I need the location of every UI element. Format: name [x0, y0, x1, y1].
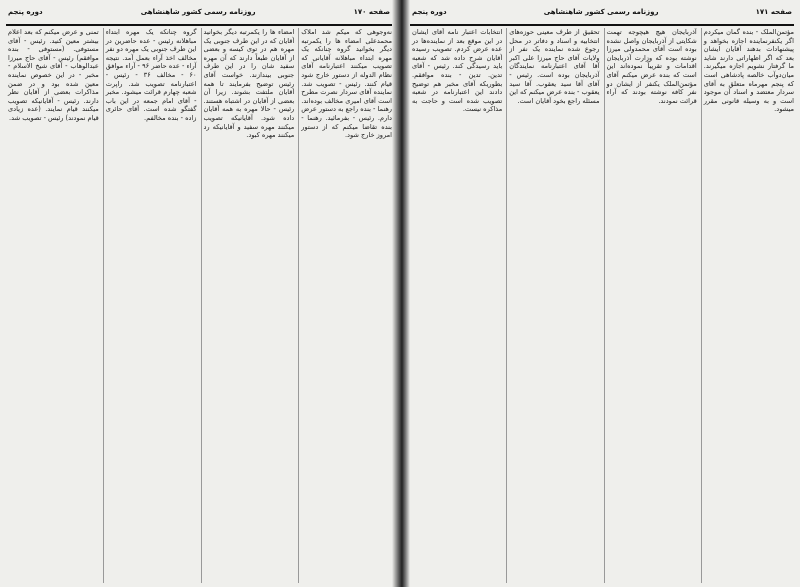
- text-column: مؤتمن‌الملک - بنده گمان میکردم اگر یکنفرنماینده اجازه بخواهد و پیشنهادات بدهند آقایان ایشان بعد که اگر اظهاراتی دارند شاید ما گرفتار نشویم اجازه میگیرند. میان‌دوآب خالصه پادشاهی است که پنجم مهرماه متعلق به آقای سردار معتضد و اسناد آن موجود است و به وسیله قانونی مقرر میشود.: [701, 28, 794, 583]
- newspaper-title: روزنامه رسمی کشور شاهنشاهی: [140, 8, 256, 16]
- newspaper-title: روزنامه رسمی کشور شاهنشاهی: [543, 8, 659, 16]
- right-page-columns: [410, 28, 794, 583]
- left-page-header: [8, 8, 390, 22]
- volume-label: دوره پنجم: [8, 8, 43, 16]
- right-page-header: [412, 8, 792, 22]
- right-page: [404, 0, 800, 587]
- page-number: صفحه ۱۷۱: [755, 8, 792, 16]
- left-page-columns: [6, 28, 392, 583]
- text-column: تمنی و عرض میکنم که بعد اعلام بیشتر معین کنید. رئیس - آقای مستوفی. (مستوفی - بنده موافقم) رئیس - آقای حاج میرزا عبدالوهاب - آقای شیخ الاسلام - مخبر - در این خصوص نماینده معین شده بود و در ضمن مذاکرات بعضی از آقایان نظر دارند. رئیس - آقایانیکه تصویب میکنند قیام نمایند. (عده زیادی قیام نمودند) رئیس - تصویب شد.: [8, 28, 99, 122]
- text-column: گروه چنانکه یک مهره ابتداء مباهلانه رئیس - عده حاضرین در این طرف جنوبی یک مهره دو نفر مخالف اخذ آراء بعمل آمد. نتیجه آراء - عده حاضر ۹۶ - آراء موافق ۶۰ - مخالف ۳۶ - رئیس - اعتبارنامه تصویب شد. راپرت شعبه چهارم قرائت میشود. مخبر - آقای امام جمعه در این باب گفتگو شده است. آقای حائری زاده - بنده مخالفم.: [103, 28, 197, 583]
- header-rule: [410, 24, 794, 26]
- volume-label: دوره پنجم: [412, 8, 447, 16]
- text-column: امضاء ها را یکمرتبه دیگر بخوانید آقایان که در این طرف جنوبی یک مهره هم در توی کیسه و بعضی از آقایان طبعاً دارند که آن مهره سفید شان را در این طرف جنوبی بیندازند. خواست آقای رئیس توضیح بفرمایند تا همه آقایان ملتفت بشوند. زیرا آن بعضی از آقایان در اشتباه هستند. رئیس - حالا مهره به همه آقایان داده شود. آقایانیکه تصویب میکنند مهره سفید و آقایانیکه رد میکنند مهره کبود.: [201, 28, 295, 583]
- text-column: انتخابات اعتبار نامه آقای ایشان در این موقع بعد از نماینده‌ها در عده عرض کردم. تصویب رسیده آقایان شرح داده شد که شعبه باید رسیدگی کند. رئیس - آقای تدین. تدین - بنده موافقم. بطوریکه آقای مخبر هم توضیح دادند این اعتبارنامه در شعبه تصویب شده است و حاجت به مذاکره نیست.: [412, 28, 503, 114]
- header-rule: [6, 24, 392, 26]
- text-column: آذربایجان هیچ هیچوجه تهمت شکایتی از آذربایجان واصل نشده بوده است آقای محمدولی میرزا نوشته بوده که وزارت آذربایجان اقدامات و تقریباً نموده‌اند این است که بنده عرض میکنم آقای مؤتمن‌الملک یکنفر از ایشان دو نفر کافه نوشته بودند که آراء قرائت نمودند.: [604, 28, 697, 583]
- book-gutter: [392, 0, 410, 587]
- text-column: نه‌وجوهی که میکم شد املاک محمدعلی امضاء ها را یکمرتبه دیگر بخوانید گروه چنانکه یک مهره ابتداء مباهلانه آقایانی که تصویب میکنند اعتبارنامه آقای نظام الدوله از دستور خارج شود قیام کنند. رئیس - تصویب شد. نماینده آقای سردار نصرت مطرح است آقای امیری مخالف بوده‌اند. رهنما - بنده راجع به دستور عرض دارم. رئیس - بفرمائید. رهنما - بنده تقاضا میکنم که از دستور امروز خارج شود.: [298, 28, 392, 583]
- page-number: صفحه ۱۷۰: [353, 8, 390, 16]
- text-column: تحقیق از طرف معینی حوزه‌های انتخابیه و اسناد و دفاتر در محل رجوع شده نماینده یک نفر از ولایات آقای حاج میرزا علی اکبر آقا آقای اعتبارنامه نمایندگان آذربایجان بوده است. رئیس - آقای آقا سید یعقوب. آقا سید یعقوب - بنده عرض میکنم که این مسئله راجع بخود آقایان است.: [506, 28, 599, 583]
- left-page: [0, 0, 398, 587]
